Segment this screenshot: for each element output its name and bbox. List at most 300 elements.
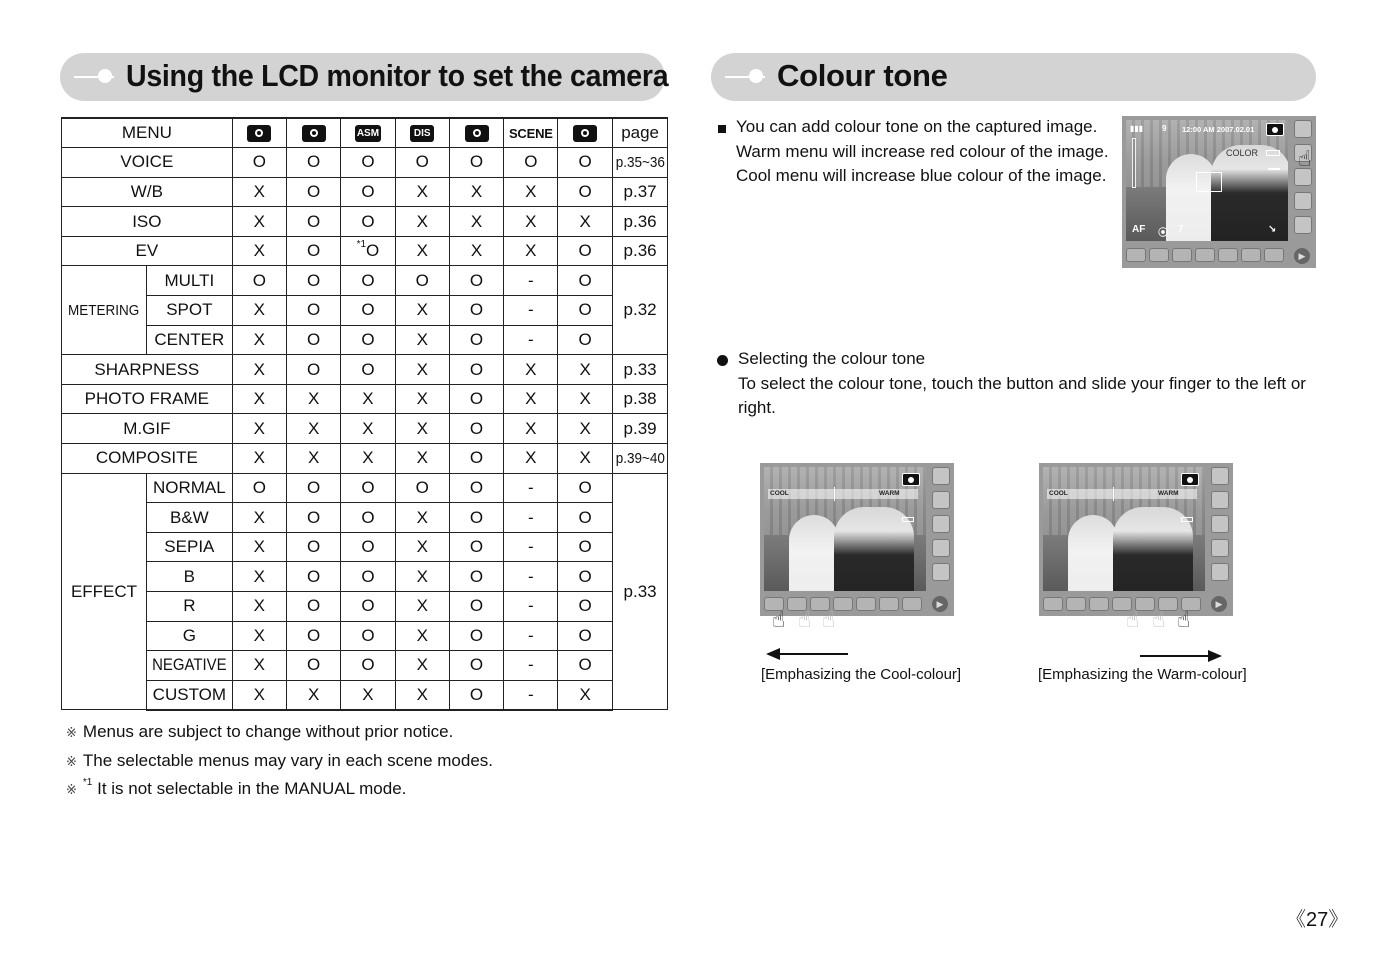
round-bullet-icon	[717, 355, 728, 366]
mode-cell: -	[504, 651, 558, 681]
mode-header-cell	[504, 118, 558, 148]
note-2	[66, 751, 493, 771]
mode-cell: -	[504, 325, 558, 355]
mode-cell: X	[558, 207, 612, 237]
mode-cell: O	[558, 266, 612, 296]
mode-cell: X	[341, 444, 395, 474]
left-arrow-icon	[768, 653, 848, 655]
page-cell: p.39~40	[612, 444, 668, 474]
bottom-button[interactable]	[833, 597, 853, 611]
side-button[interactable]	[1211, 491, 1229, 509]
bottom-button-row	[1126, 248, 1284, 262]
mode-cell: X	[558, 414, 612, 444]
submenu-name-cell: CENTER	[147, 325, 233, 355]
submenu-name-cell: B&W	[147, 503, 233, 533]
bottom-button[interactable]	[1149, 248, 1169, 262]
mode-cell: X	[232, 592, 286, 622]
mode-cell: X	[232, 621, 286, 651]
mode-header-cell	[558, 118, 612, 148]
play-icon[interactable]: ▶	[932, 596, 948, 612]
caption-cool: [Emphasizing the Cool-colour]	[761, 666, 962, 683]
menu-name-cell: SHARPNESS	[62, 355, 233, 385]
mode-cell: O	[287, 503, 341, 533]
menu-name-cell: W/B	[62, 177, 233, 207]
mode-cell: X	[558, 444, 612, 474]
mode-cell: O	[287, 296, 341, 326]
bottom-button[interactable]	[1043, 597, 1063, 611]
photo-bride	[789, 515, 839, 591]
cool-label: COOL	[1049, 490, 1068, 497]
mode-cell: O	[449, 384, 503, 414]
mode-cell: O	[232, 473, 286, 503]
table-row	[62, 651, 668, 681]
mode-cell: X	[232, 562, 286, 592]
page-cell: p.36	[612, 207, 668, 237]
camera-mode-icon	[902, 473, 920, 486]
mode-cell: X	[341, 680, 395, 710]
side-button[interactable]	[1211, 539, 1229, 557]
menu-name-cell: M.GIF	[62, 414, 233, 444]
page-cell: p.38	[612, 384, 668, 414]
play-icon[interactable]: ▶	[1294, 248, 1310, 264]
mode-cell: O	[341, 621, 395, 651]
note-1	[66, 722, 453, 742]
mode-cell: O	[341, 355, 395, 385]
bottom-button[interactable]	[1089, 597, 1109, 611]
side-button-column	[1294, 120, 1312, 240]
mode-cell: O	[449, 473, 503, 503]
mode-cell: O	[558, 325, 612, 355]
mode-cell: X	[558, 680, 612, 710]
side-button[interactable]	[932, 491, 950, 509]
mode-cell: X	[395, 562, 449, 592]
bottom-button[interactable]	[902, 597, 922, 611]
submenu-name-cell: NEGATIVE	[147, 651, 233, 681]
note-text: It is not selectable in the MANUAL mode.	[97, 779, 407, 798]
mode-cell: O	[287, 207, 341, 237]
submenu-name-cell: SEPIA	[147, 532, 233, 562]
mode-cell: X	[287, 680, 341, 710]
mode-cell: X	[558, 355, 612, 385]
zoom-bar	[1132, 138, 1136, 188]
mode-cell: O	[287, 592, 341, 622]
mode-cell: X	[395, 651, 449, 681]
mode-cell: O	[341, 562, 395, 592]
menu-color-label: COLOR	[1226, 148, 1259, 158]
bottom-button[interactable]	[879, 597, 899, 611]
mode-cell: X	[232, 296, 286, 326]
side-button[interactable]	[1211, 515, 1229, 533]
hand-touch-icon: ☝	[772, 607, 786, 632]
page-cell: p.33	[612, 355, 668, 385]
mode-cell: X	[287, 414, 341, 444]
page-number: 《27》	[1286, 909, 1349, 931]
slider-center-mark	[834, 487, 835, 501]
mode-cell: O	[341, 592, 395, 622]
mode-cell: X	[232, 680, 286, 710]
mode-cell: X	[395, 384, 449, 414]
mode-cell: O	[449, 444, 503, 474]
table-row	[62, 503, 668, 533]
side-button[interactable]	[932, 539, 950, 557]
submenu-name-cell: B	[147, 562, 233, 592]
mode-cell: O	[287, 621, 341, 651]
page-header: page	[612, 118, 668, 148]
mode-cell: O	[341, 651, 395, 681]
hand-touch-icon: ☝	[1177, 607, 1191, 632]
mode-cell: X	[232, 177, 286, 207]
mode-cell: O	[341, 503, 395, 533]
bottom-button[interactable]	[1172, 248, 1192, 262]
menu-indicator-line	[1268, 168, 1280, 170]
mode-cell: O	[341, 325, 395, 355]
table-row	[62, 236, 668, 266]
table-row	[62, 621, 668, 651]
mode-cell: O	[287, 355, 341, 385]
footnote-marker: *1	[356, 239, 367, 251]
intro-line: Cool menu will increase blue colour of the image.	[736, 166, 1107, 185]
section-header-colour-tone	[711, 53, 1316, 101]
mode-cell: O	[341, 207, 395, 237]
table-row	[62, 562, 668, 592]
mode-cell: O	[395, 148, 449, 178]
movie-icon	[573, 125, 597, 142]
flash-indicator: 7	[1178, 224, 1184, 235]
table-row	[62, 414, 668, 444]
note-mark: ※	[66, 725, 77, 740]
mode-cell: O	[287, 325, 341, 355]
mode-cell: X	[232, 532, 286, 562]
mode-cell: O	[287, 651, 341, 681]
mode-cell: O	[449, 266, 503, 296]
footnote-marker: *1	[82, 777, 93, 788]
note-mark: ※	[66, 754, 77, 769]
menu-indicator	[1181, 517, 1193, 522]
menu-header: MENU	[62, 118, 233, 148]
header-decor-dot	[98, 69, 112, 83]
bottom-button-row	[764, 597, 922, 611]
scene-icon: SCENE	[508, 126, 553, 142]
timer-icon: ⦿	[1158, 228, 1168, 239]
intro-line: Warm menu will increase red colour of the image.	[736, 141, 1109, 161]
side-button[interactable]	[932, 515, 950, 533]
mode-header-cell	[449, 118, 503, 148]
menu-name-cell: VOICE	[62, 148, 233, 178]
lcd-preview-warm	[1039, 463, 1233, 616]
asm-icon: ASM	[355, 125, 381, 142]
side-button[interactable]	[932, 563, 950, 581]
group-cell-metering: METERING	[62, 266, 147, 355]
mode-cell: X	[504, 177, 558, 207]
mode-cell: -	[504, 266, 558, 296]
mode-cell: X	[341, 414, 395, 444]
mode-cell: X	[287, 384, 341, 414]
intro-paragraph	[736, 115, 1109, 189]
mode-cell: -	[504, 503, 558, 533]
mode-cell: O	[558, 296, 612, 326]
mode-cell: X	[449, 207, 503, 237]
mode-cell: O	[449, 651, 503, 681]
submenu-name-cell: R	[147, 592, 233, 622]
side-button[interactable]	[1294, 120, 1312, 138]
bottom-button[interactable]	[1218, 248, 1238, 262]
warm-label: WARM	[879, 490, 900, 497]
bottom-button[interactable]	[1126, 248, 1146, 262]
table-row	[62, 207, 668, 237]
lcd-screen	[1126, 120, 1288, 241]
camera-mode-icon	[1266, 123, 1284, 136]
right-arrow-icon	[1140, 655, 1220, 657]
mode-cell: -	[504, 532, 558, 562]
mode-cell: X	[395, 621, 449, 651]
mode-cell: O	[558, 562, 612, 592]
hand-trail-icon: ☝	[798, 607, 812, 632]
lcd-screen	[1043, 467, 1205, 591]
header-decor-dot	[749, 69, 763, 83]
battery-icon: ▮▮▮	[1130, 124, 1144, 133]
intro-line: You can add colour tone on the captured image.	[736, 117, 1098, 136]
page-cell: p.37	[612, 177, 668, 207]
mode-cell: -	[504, 562, 558, 592]
table-row	[62, 296, 668, 326]
mode-header-cell	[341, 118, 395, 148]
dual-is-icon: DIS	[410, 125, 434, 142]
mode-cell: X	[449, 236, 503, 266]
mode-cell: X	[232, 355, 286, 385]
pointing-hand-icon: ☝	[1298, 146, 1312, 171]
hand-trail-icon: ☝	[1152, 607, 1166, 632]
mode-cell: O	[341, 532, 395, 562]
mode-cell: O	[341, 473, 395, 503]
bottom-button[interactable]	[1195, 248, 1215, 262]
mode-cell: O	[287, 236, 341, 266]
mode-cell: -	[504, 680, 558, 710]
menu-name-cell: ISO	[62, 207, 233, 237]
select-heading: Selecting the colour tone	[738, 349, 926, 368]
select-body-line: To select the colour tone, touch the button and slide your finger to the left or	[738, 373, 1306, 393]
auto-camera-icon	[247, 125, 271, 142]
menu-availability-table	[61, 117, 668, 711]
page-cell: p.39	[612, 414, 668, 444]
table-row	[62, 473, 668, 503]
bottom-button[interactable]	[1066, 597, 1086, 611]
mode-cell: O	[395, 473, 449, 503]
caption-warm: [Emphasizing the Warm-colour]	[1038, 666, 1247, 683]
mode-cell: O	[341, 148, 395, 178]
table-row	[62, 266, 668, 296]
page-cell: p.33	[612, 473, 668, 710]
mode-cell: O	[558, 592, 612, 622]
mode-cell: $^{*1}$O	[341, 236, 395, 266]
mode-cell: O	[558, 651, 612, 681]
mode-cell: O	[287, 532, 341, 562]
mode-cell: X	[504, 236, 558, 266]
mode-cell: X	[395, 296, 449, 326]
mode-cell: O	[449, 592, 503, 622]
mode-cell: X	[504, 414, 558, 444]
mode-cell: O	[558, 148, 612, 178]
mode-cell: O	[449, 503, 503, 533]
mode-cell: O	[287, 148, 341, 178]
square-bullet-icon	[718, 125, 726, 133]
menu-name-cell: COMPOSITE	[62, 444, 233, 474]
mode-cell: O	[395, 266, 449, 296]
lcd-screen	[764, 467, 926, 591]
mode-cell: O	[341, 296, 395, 326]
menu-name-cell: PHOTO FRAME	[62, 384, 233, 414]
mode-cell: O	[558, 177, 612, 207]
mode-header-cell	[232, 118, 286, 148]
mode-cell: X	[504, 444, 558, 474]
mode-cell: X	[232, 236, 286, 266]
note-text: The selectable menus may vary in each scene modes.	[82, 751, 493, 770]
mode-cell: X	[395, 207, 449, 237]
mode-cell: -	[504, 473, 558, 503]
mode-cell: O	[341, 177, 395, 207]
mode-cell: -	[504, 296, 558, 326]
mode-cell: X	[232, 414, 286, 444]
side-button-column	[1211, 467, 1229, 587]
table-row	[62, 325, 668, 355]
note-3	[66, 779, 406, 799]
mode-cell: O	[449, 355, 503, 385]
submenu-name-cell: G	[147, 621, 233, 651]
submenu-name-cell: NORMAL	[147, 473, 233, 503]
camera-mode-icon	[1181, 473, 1199, 486]
mode-cell: X	[395, 444, 449, 474]
mode-cell: O	[287, 473, 341, 503]
submenu-name-cell: CUSTOM	[147, 680, 233, 710]
color-menu-indicator	[1266, 150, 1280, 156]
side-button[interactable]	[932, 467, 950, 485]
mode-cell: -	[504, 592, 558, 622]
mode-cell: X	[395, 503, 449, 533]
mode-cell: O	[558, 503, 612, 533]
mode-cell: X	[232, 651, 286, 681]
side-button[interactable]	[1211, 563, 1229, 581]
side-button-column	[932, 467, 950, 587]
mode-cell: O	[449, 621, 503, 651]
side-button[interactable]	[1294, 192, 1312, 210]
table-row	[62, 148, 668, 178]
mode-cell: X	[395, 236, 449, 266]
hand-trail-icon: ☝	[822, 607, 836, 632]
stabilizer-icon: ↘	[1268, 224, 1277, 235]
mode-cell: X	[232, 503, 286, 533]
mode-cell: O	[287, 266, 341, 296]
mode-cell: O	[449, 296, 503, 326]
shots-remaining: 9	[1162, 124, 1167, 133]
select-body-line: right.	[738, 398, 776, 417]
table-row	[62, 177, 668, 207]
mode-cell: O	[558, 621, 612, 651]
mode-cell: O	[558, 532, 612, 562]
mode-cell: X	[395, 592, 449, 622]
bottom-button[interactable]	[1264, 248, 1284, 262]
mode-cell: O	[287, 562, 341, 592]
table-row	[62, 592, 668, 622]
table-row	[62, 532, 668, 562]
page-cell: p.36	[612, 236, 668, 266]
side-button[interactable]	[1294, 216, 1312, 234]
bottom-button[interactable]	[1241, 248, 1261, 262]
mode-cell: X	[395, 355, 449, 385]
cool-label: COOL	[770, 490, 789, 497]
hand-trail-icon: ☝	[1126, 607, 1140, 632]
mode-cell: X	[504, 207, 558, 237]
warm-label: WARM	[1158, 490, 1179, 497]
mode-cell: X	[232, 384, 286, 414]
select-paragraph	[738, 347, 1306, 421]
lcd-preview-cool	[760, 463, 954, 616]
mode-cell: X	[395, 414, 449, 444]
menu-name-cell: EV	[62, 236, 233, 266]
mode-cell: O	[449, 325, 503, 355]
mode-cell: X	[395, 532, 449, 562]
submenu-name-cell: SPOT	[147, 296, 233, 326]
mode-cell: O	[287, 177, 341, 207]
mode-cell: X	[504, 355, 558, 385]
table-row	[62, 680, 668, 710]
note-mark: ※	[66, 782, 77, 797]
play-icon[interactable]: ▶	[1211, 596, 1227, 612]
table-row	[62, 444, 668, 474]
mode-cell: O	[504, 148, 558, 178]
mode-cell: O	[449, 680, 503, 710]
table-header-row	[62, 118, 668, 148]
side-button[interactable]	[1211, 467, 1229, 485]
mode-cell: O	[558, 236, 612, 266]
mode-cell: X	[395, 177, 449, 207]
note-text: Menus are subject to change without prior notice.	[82, 722, 454, 741]
bottom-button[interactable]	[856, 597, 876, 611]
page-cell: p.32	[612, 266, 668, 355]
mode-cell: O	[449, 532, 503, 562]
mode-cell: X	[558, 384, 612, 414]
mode-header-cell	[287, 118, 341, 148]
mode-cell: X	[287, 444, 341, 474]
af-label: AF	[1132, 224, 1146, 235]
photo-bride	[1068, 515, 1118, 591]
lcd-preview-main	[1122, 116, 1316, 268]
submenu-name-cell: MULTI	[147, 266, 233, 296]
photo-help-guide-icon	[465, 125, 489, 142]
mode-cell: X	[341, 384, 395, 414]
mode-cell: O	[341, 266, 395, 296]
date-time: 12:00 AM 2007.02.01	[1182, 125, 1255, 134]
mode-cell: O	[232, 148, 286, 178]
mode-cell: X	[232, 207, 286, 237]
mode-header-cell	[395, 118, 449, 148]
photo-groom	[1211, 145, 1288, 241]
mode-cell: O	[232, 266, 286, 296]
mode-cell: O	[558, 473, 612, 503]
mode-cell: X	[395, 680, 449, 710]
mode-cell: X	[232, 444, 286, 474]
section-title: Colour tone	[777, 58, 948, 93]
mode-cell: X	[232, 325, 286, 355]
program-camera-icon	[302, 125, 326, 142]
mode-cell: -	[504, 621, 558, 651]
af-frame	[1196, 172, 1222, 192]
mode-cell: O	[449, 148, 503, 178]
mode-cell: X	[395, 325, 449, 355]
table-row	[62, 384, 668, 414]
mode-cell: O	[449, 414, 503, 444]
mode-cell: O	[449, 562, 503, 592]
mode-cell: X	[449, 177, 503, 207]
table-row	[62, 355, 668, 385]
